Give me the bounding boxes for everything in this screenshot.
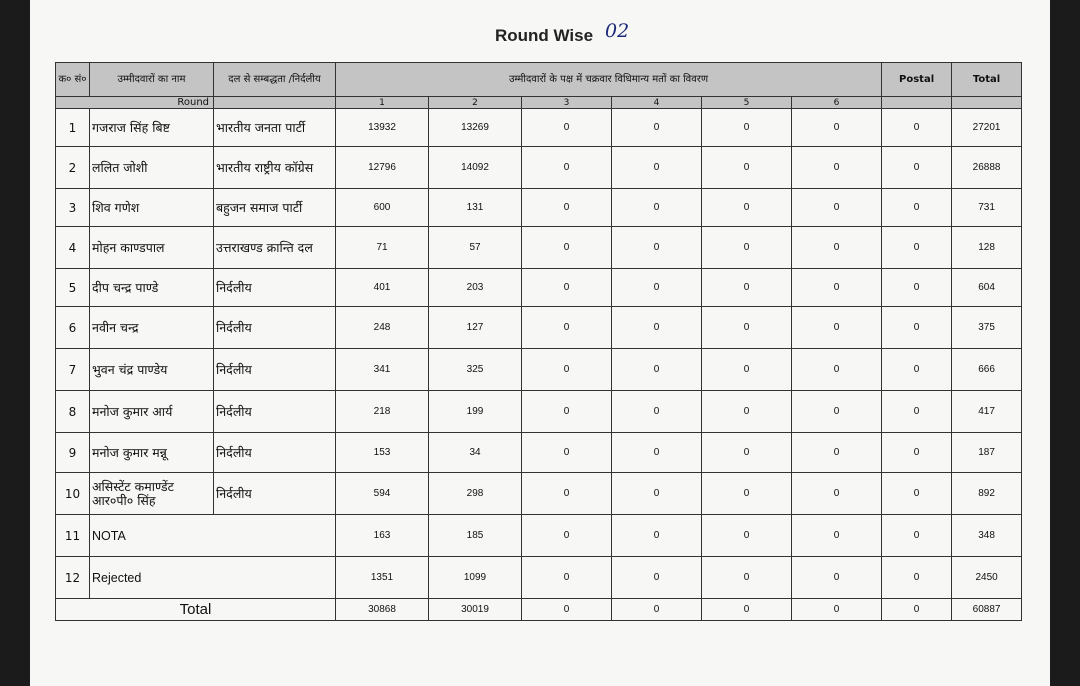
round-6-votes: 0	[792, 557, 882, 599]
table-row	[56, 269, 1022, 307]
round-3-votes: 0	[522, 307, 612, 349]
table-row	[56, 307, 1022, 349]
party-name: निर्दलीय	[214, 391, 336, 433]
round-4-votes: 0	[612, 269, 702, 307]
round-6-votes: 0	[792, 227, 882, 269]
round-6-votes: 0	[792, 109, 882, 147]
round-4-votes: 0	[612, 515, 702, 557]
round-1-votes: 218	[336, 391, 429, 433]
round-6-votes: 0	[792, 391, 882, 433]
postal-votes: 0	[882, 307, 952, 349]
round-5-votes: 0	[702, 307, 792, 349]
postal-votes: 0	[882, 189, 952, 227]
postal-votes: 0	[882, 473, 952, 515]
round-1-total: 30868	[336, 599, 429, 621]
round-1-votes: 71	[336, 227, 429, 269]
totals-row	[56, 599, 1022, 621]
round-4-votes: 0	[612, 307, 702, 349]
grand-total: 60887	[952, 599, 1022, 621]
round-2-votes: 34	[429, 433, 522, 473]
round-6-votes: 0	[792, 515, 882, 557]
round-6-votes: 0	[792, 473, 882, 515]
round-3-votes: 0	[522, 391, 612, 433]
row-label: NOTA	[90, 515, 336, 557]
total-votes: 128	[952, 227, 1022, 269]
candidate-name: ललित जोशी	[90, 147, 214, 189]
candidate-name: मनोज कुमार आर्य	[90, 391, 214, 433]
round-3-votes: 0	[522, 109, 612, 147]
total-votes: 731	[952, 189, 1022, 227]
round-5-votes: 0	[702, 391, 792, 433]
party-name: भारतीय जनता पार्टी	[214, 109, 336, 147]
round-1-votes: 600	[336, 189, 429, 227]
table-row	[56, 557, 1022, 599]
round-3-votes: 0	[522, 269, 612, 307]
postal-votes: 0	[882, 515, 952, 557]
round-2-votes: 325	[429, 349, 522, 391]
postal-votes: 0	[882, 109, 952, 147]
candidate-name: भुवन चंद्र पाण्डेय	[90, 349, 214, 391]
round-5-votes: 0	[702, 557, 792, 599]
round-2-votes: 298	[429, 473, 522, 515]
serial-number: 1	[56, 109, 90, 147]
postal-votes: 0	[882, 227, 952, 269]
round-3-votes: 0	[522, 473, 612, 515]
round-5-votes: 0	[702, 109, 792, 147]
blank-header	[952, 97, 1022, 109]
total-votes: 187	[952, 433, 1022, 473]
round-4-votes: 0	[612, 227, 702, 269]
round-2-votes: 1099	[429, 557, 522, 599]
totals-label: Total	[56, 599, 336, 621]
round-5-total: 0	[702, 599, 792, 621]
round-3-header: 3	[522, 97, 612, 109]
round-5-header: 5	[702, 97, 792, 109]
total-votes: 27201	[952, 109, 1022, 147]
round-5-votes: 0	[702, 189, 792, 227]
postal-votes: 0	[882, 147, 952, 189]
serial-number: 8	[56, 391, 90, 433]
round-2-votes: 199	[429, 391, 522, 433]
candidate-name: मोहन काण्डपाल	[90, 227, 214, 269]
party-name: निर्दलीय	[214, 433, 336, 473]
round-1-votes: 401	[336, 269, 429, 307]
round-3-total: 0	[522, 599, 612, 621]
round-6-votes: 0	[792, 147, 882, 189]
table-row	[56, 189, 1022, 227]
round-1-votes: 594	[336, 473, 429, 515]
table-row	[56, 349, 1022, 391]
round-5-votes: 0	[702, 433, 792, 473]
blank-header	[882, 97, 952, 109]
postal-votes: 0	[882, 269, 952, 307]
sno-header: क० सं०	[56, 63, 90, 97]
header-row	[56, 63, 1022, 97]
postal-header: Postal	[882, 63, 952, 97]
round-3-votes: 0	[522, 147, 612, 189]
candidate-name: शिव गणेश	[90, 189, 214, 227]
round-6-votes: 0	[792, 269, 882, 307]
round-2-votes: 13269	[429, 109, 522, 147]
round-number-row	[56, 97, 1022, 109]
round-4-votes: 0	[612, 349, 702, 391]
serial-number: 3	[56, 189, 90, 227]
serial-number: 4	[56, 227, 90, 269]
total-votes: 666	[952, 349, 1022, 391]
party-name: भारतीय राष्ट्रीय कॉग्रेस	[214, 147, 336, 189]
round-1-votes: 13932	[336, 109, 429, 147]
round-2-votes: 185	[429, 515, 522, 557]
round-label: Round	[56, 97, 214, 109]
candidate-name: गजराज सिंह बिष्ट	[90, 109, 214, 147]
round-1-header: 1	[336, 97, 429, 109]
candidate-name: असिस्टेंट कमाण्डेंट आर०पी० सिंह	[90, 473, 214, 515]
total-votes: 604	[952, 269, 1022, 307]
round-6-total: 0	[792, 599, 882, 621]
party-name: निर्दलीय	[214, 307, 336, 349]
round-5-votes: 0	[702, 515, 792, 557]
postal-votes: 0	[882, 433, 952, 473]
round-4-votes: 0	[612, 557, 702, 599]
round-2-votes: 127	[429, 307, 522, 349]
round-details-header: उम्मीदवारों के पक्ष में चक्रवार विधिमान्य मतों का विवरण	[336, 63, 882, 97]
round-3-votes: 0	[522, 189, 612, 227]
round-4-votes: 0	[612, 147, 702, 189]
serial-number: 7	[56, 349, 90, 391]
round-2-votes: 203	[429, 269, 522, 307]
party-header: दल से सम्बद्धता /निर्दलीय	[214, 63, 336, 97]
round-3-votes: 0	[522, 227, 612, 269]
candidate-name: नवीन चन्द्र	[90, 307, 214, 349]
postal-votes: 0	[882, 391, 952, 433]
table-row	[56, 391, 1022, 433]
round-6-votes: 0	[792, 433, 882, 473]
serial-number: 11	[56, 515, 90, 557]
party-name: निर्दलीय	[214, 473, 336, 515]
round-5-votes: 0	[702, 147, 792, 189]
round-4-votes: 0	[612, 433, 702, 473]
round-3-votes: 0	[522, 349, 612, 391]
page-title: Round Wise	[495, 26, 594, 45]
table-row	[56, 433, 1022, 473]
round-4-votes: 0	[612, 189, 702, 227]
round-1-votes: 153	[336, 433, 429, 473]
round-1-votes: 163	[336, 515, 429, 557]
postal-votes: 0	[882, 349, 952, 391]
total-votes: 417	[952, 391, 1022, 433]
candidate-name-header: उम्मीदवारों का नाम	[90, 63, 214, 97]
round-6-votes: 0	[792, 189, 882, 227]
round-5-votes: 0	[702, 349, 792, 391]
round-5-votes: 0	[702, 227, 792, 269]
round-1-votes: 1351	[336, 557, 429, 599]
serial-number: 12	[56, 557, 90, 599]
round-6-votes: 0	[792, 307, 882, 349]
candidate-name: दीप चन्द्र पाण्डे	[90, 269, 214, 307]
round-2-votes: 131	[429, 189, 522, 227]
serial-number: 9	[56, 433, 90, 473]
round-2-votes: 57	[429, 227, 522, 269]
round-4-votes: 0	[612, 473, 702, 515]
party-name: निर्दलीय	[214, 269, 336, 307]
serial-number: 5	[56, 269, 90, 307]
round-2-votes: 14092	[429, 147, 522, 189]
round-5-votes: 0	[702, 269, 792, 307]
table-row	[56, 515, 1022, 557]
round-2-total: 30019	[429, 599, 522, 621]
total-votes: 375	[952, 307, 1022, 349]
round-number: 02	[605, 20, 630, 42]
total-header: Total	[952, 63, 1022, 97]
results-table	[55, 62, 1022, 621]
total-votes: 348	[952, 515, 1022, 557]
party-name: निर्दलीय	[214, 349, 336, 391]
table-row	[56, 227, 1022, 269]
serial-number: 2	[56, 147, 90, 189]
round-1-votes: 248	[336, 307, 429, 349]
total-votes: 2450	[952, 557, 1022, 599]
round-1-votes: 12796	[336, 147, 429, 189]
total-votes: 892	[952, 473, 1022, 515]
table-row	[56, 109, 1022, 147]
round-1-votes: 341	[336, 349, 429, 391]
total-votes: 26888	[952, 147, 1022, 189]
round-6-header: 6	[792, 97, 882, 109]
table-row	[56, 147, 1022, 189]
candidate-name: मनोज कुमार मन्नू	[90, 433, 214, 473]
blank-header	[214, 97, 336, 109]
serial-number: 10	[56, 473, 90, 515]
round-4-votes: 0	[612, 109, 702, 147]
round-3-votes: 0	[522, 557, 612, 599]
postal-votes: 0	[882, 557, 952, 599]
table-row	[56, 473, 1022, 515]
round-4-votes: 0	[612, 391, 702, 433]
row-label: Rejected	[90, 557, 336, 599]
round-4-header: 4	[612, 97, 702, 109]
postal-total: 0	[882, 599, 952, 621]
round-2-header: 2	[429, 97, 522, 109]
round-6-votes: 0	[792, 349, 882, 391]
round-3-votes: 0	[522, 515, 612, 557]
serial-number: 6	[56, 307, 90, 349]
round-4-total: 0	[612, 599, 702, 621]
round-3-votes: 0	[522, 433, 612, 473]
party-name: बहुजन समाज पार्टी	[214, 189, 336, 227]
party-name: उत्तराखण्ड क्रान्ति दल	[214, 227, 336, 269]
round-5-votes: 0	[702, 473, 792, 515]
